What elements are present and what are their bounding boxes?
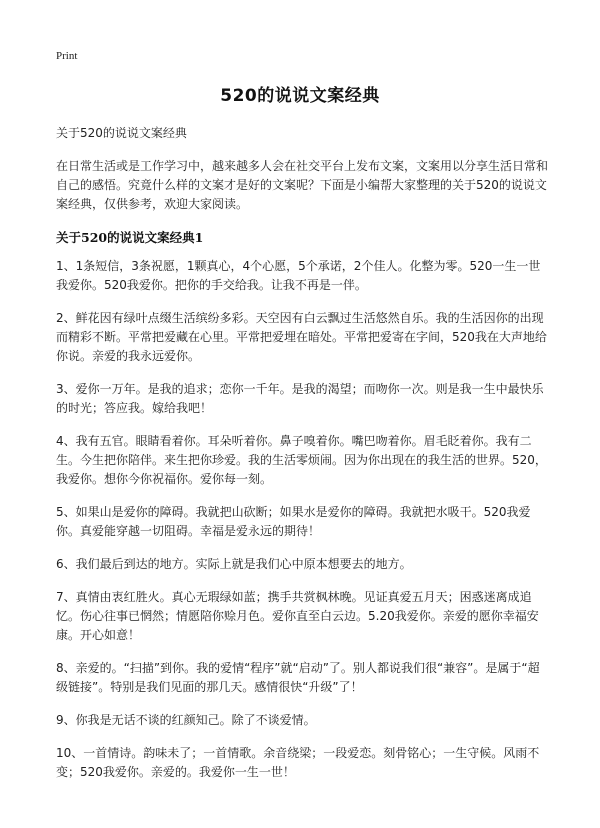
document-body xyxy=(56,124,548,796)
document-title: 520的说说文案经典 xyxy=(220,86,380,106)
list-item: 1、1条短信，3条祝愿，1颗真心，4个心愿，5个承诺，2个佳人。化整为零。520一生一世我爱你。520我爱你。把你的手交给我。让我不再是一伴。 xyxy=(56,259,541,292)
document-subtitle: 关于520的说说文案经典 xyxy=(56,126,187,140)
print-link[interactable]: Print xyxy=(56,50,78,62)
list-item: 3、爱你一万年。是我的追求；恋你一千年。是我的渴望；而吻你一次。则是我一生中最快乐的时光；答应我。嫁给我吧！ xyxy=(56,382,544,415)
list-item: 4、我有五官。眼睛看着你。耳朵听着你。鼻子嗅着你。嘴巴吻着你。眉毛眨着你。我有二生。今生把你陪伴。来生把你珍爱。我的生活零烦闹。因为你出现在的我生活的世界。520，我爱你。想你今你祝福你。爱你每一刻。 xyxy=(56,434,547,486)
intro-paragraph: 在日常生活或是工作学习中，越来越多人会在社交平台上发布文案，文案用以分享生活日常和自己的感悟。究竟什么样的文案才是好的文案呢？下面是小编帮大家整理的关于520的说说文案经典，仅供参考，欢迎大家阅读。 xyxy=(56,159,549,211)
list-item: 8、亲爱的。“扫描”到你。我的爱情“程序”就“启动”了。别人都说我们很“兼容”。是属于“超级链接”。特别是我们见面的那几天。感情很快“升级”了！ xyxy=(56,661,540,694)
list-item: 6、我们最后到达的地方。实际上就是我们心中原本想要去的地方。 xyxy=(56,557,412,571)
list-item: 2、鲜花因有绿叶点缀生活缤纷多彩。天空因有白云飘过生活悠然自乐。我的生活因你的出现而精彩不断。平常把爱藏在心里。平常把爱埋在暗处。平常把爱寄在字间，520我在大声地给你说。亲爱的我永远爱你。 xyxy=(56,311,547,363)
list-item: 7、真情由衷红胜火。真心无瑕绿如蓝；携手共赏枫林晚。见证真爱五月天；困惑迷离成追忆。伤心往事已惘然；情愿陪你赊月色。爱你直至白云边。5.20我爱你。亲爱的愿你幸福安康。开心如意！ xyxy=(56,590,539,642)
list-item: 5、如果山是爱你的障碍。我就把山砍断；如果水是爱你的障碍。我就把水吸干。520我爱你。真爱能穿越一切阻碍。幸福是爱永远的期待！ xyxy=(56,505,531,538)
section-heading: 关于520的说说文案经典1 xyxy=(56,230,204,245)
list-item: 10、一首情诗。韵味未了；一首情歌。余音绕梁；一段爱恋。刻骨铭心；一生守候。风雨不变；520我爱你。亲爱的。我爱你一生一世！ xyxy=(56,746,540,779)
list-item: 9、你我是无话不谈的红颜知己。除了不谈爱情。 xyxy=(56,713,316,727)
